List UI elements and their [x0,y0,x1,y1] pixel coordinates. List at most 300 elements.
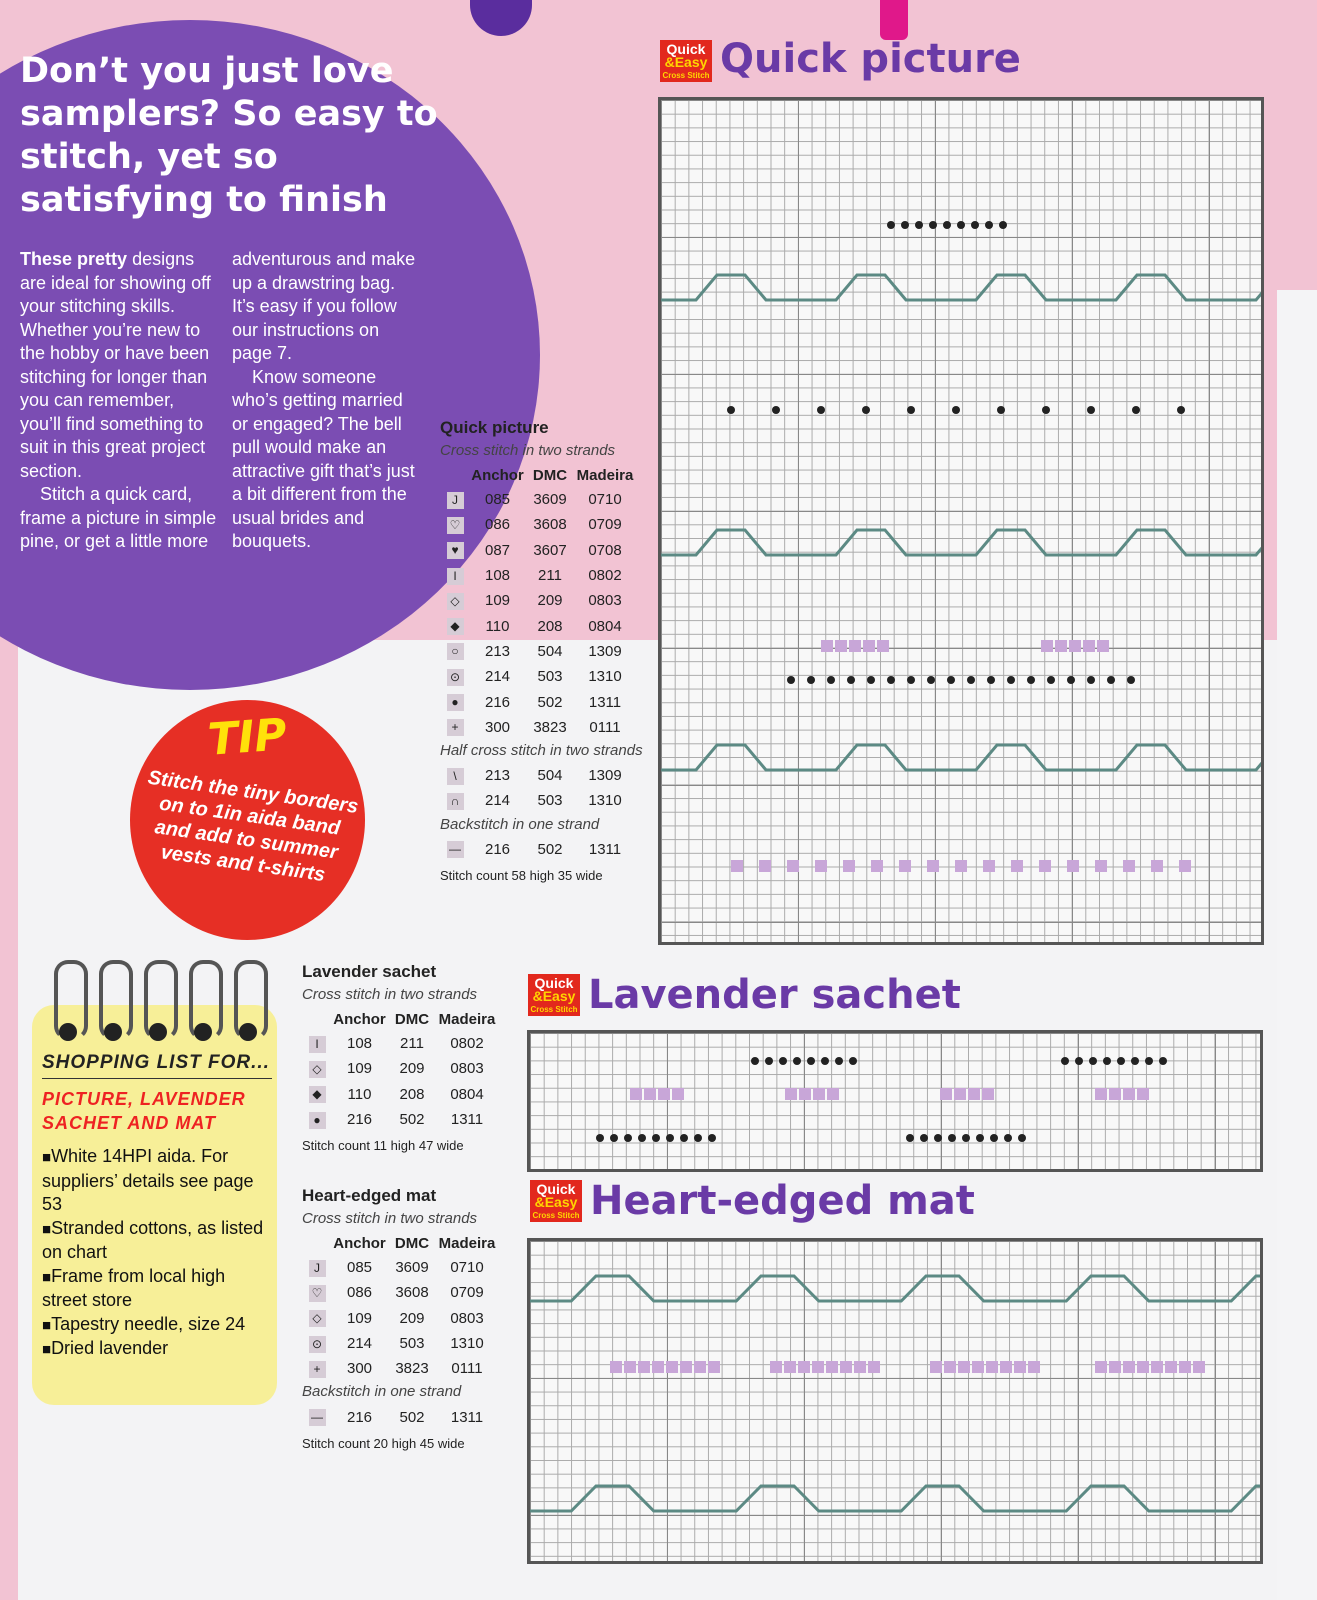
stitch-dot [817,406,825,414]
heart-stitch [812,1361,824,1373]
stitch-count: Stitch count 20 high 45 wide [302,1435,465,1451]
key-section-label: Cross stitch in two strands [302,986,478,1003]
heart-stitch [1095,1361,1107,1373]
madeira-value: 0804 [588,617,622,635]
heart-stitch [630,1088,642,1100]
stitch-count: Stitch count 58 high 35 wide [440,867,603,883]
stitch-dot [638,1134,646,1142]
key-rows [440,837,635,862]
intro-lead: These pretty [20,249,128,269]
key-rows [302,1031,497,1132]
stitch-symbol: ● [302,1107,332,1132]
stitch-dot [976,1134,984,1142]
heart-stitch [784,1361,796,1373]
madeira-value: 0111 [451,1360,483,1378]
chart-title-lavender-sachet: Lavender sachet [588,972,961,1018]
heart-stitch [1137,1361,1149,1373]
anchor-value: 109 [346,1060,373,1078]
stitch-dot [779,1057,787,1065]
anchor-value: 109 [346,1309,373,1327]
heart-stitch [759,860,771,872]
stitch-symbol: ● [440,689,470,714]
heart-stitch [799,1088,811,1100]
stitch-symbol: — [440,837,470,862]
stitch-dot [1007,676,1015,684]
header-madeira: Madeira [438,1010,496,1028]
key-row [302,1031,497,1056]
ring-hole [194,1023,212,1041]
heart-stitch [863,640,875,652]
dmc-value: 209 [399,1060,425,1078]
dmc-value: 211 [400,1035,424,1053]
stitch-symbol: ◆ [440,613,470,638]
stitch-dot [849,1057,857,1065]
heart-stitch [877,640,889,652]
heart-stitch [1097,640,1109,652]
stitch-symbol: ◆ [302,1082,332,1107]
key-table [302,1007,497,1132]
dmc-value: 502 [537,693,563,711]
key-row [302,1056,497,1081]
stitch-dot [947,676,955,684]
heart-stitch [787,860,799,872]
key-section-label: Cross stitch in two strands [302,1210,478,1227]
anchor-value: 108 [346,1035,373,1053]
list-item: ■ Frame from local high street store [42,1265,267,1313]
stitch-dot [1103,1057,1111,1065]
key-row [440,613,635,638]
heart-stitch [1000,1361,1012,1373]
heart-stitch [1095,1088,1107,1100]
heading-letter-fragment [880,0,908,40]
heart-stitch [1095,860,1107,872]
heart-stitch [1165,1361,1177,1373]
anchor-value: 216 [346,1111,373,1129]
stitch-dot [596,1134,604,1142]
key-row [440,763,635,788]
heart-stitch [843,860,855,872]
heart-stitch [680,1361,692,1373]
dmc-value: 209 [399,1309,425,1327]
key-table [440,463,635,740]
stitch-dot [708,1134,716,1142]
heart-stitch [1109,1361,1121,1373]
heart-stitch [940,1088,952,1100]
chart-heart-mat [527,1238,1263,1564]
dmc-value: 503 [537,668,563,686]
heart-stitch [821,640,833,652]
anchor-value: 085 [346,1259,373,1277]
key-table [440,763,635,814]
key-rows [440,763,635,814]
key-heart-mat [302,1186,497,1451]
heart-stitch [1151,860,1163,872]
stitch-dot [807,676,815,684]
stitch-dot [847,676,855,684]
heart-stitch [666,1361,678,1373]
intro-para: Know someone who’s getting married or engaged? The bell pull would make an attractive gift that’s just a bit different from the usual brides and bouquets. [232,366,415,551]
madeira-value: 1309 [588,642,622,660]
heart-stitch [840,1361,852,1373]
key-title: Lavender sachet [302,962,437,981]
madeira-value: 0709 [588,516,622,534]
key-section-label: Cross stitch in two strands [440,442,616,459]
madeira-value: 0111 [589,718,621,736]
key-row [440,512,635,537]
backstitch-line [661,745,1261,770]
madeira-value: 1311 [450,1408,484,1426]
stitch-dot [948,1134,956,1142]
list-item: ■ Stranded cottons, as listed on chart [42,1217,267,1265]
madeira-value: 1310 [588,668,622,686]
key-row [302,1331,497,1356]
heart-stitch [1123,860,1135,872]
stitch-dot [610,1134,618,1142]
stitch-dot [957,221,965,229]
key-title: Quick picture [440,418,549,437]
madeira-value: 0708 [588,541,622,559]
stitch-dot [1131,1057,1139,1065]
heart-stitch [708,1361,720,1373]
dmc-value: 502 [399,1408,425,1426]
stitch-dot [907,676,915,684]
madeira-value: 0709 [450,1284,484,1302]
stitch-dot [929,221,937,229]
heart-stitch [813,1088,825,1100]
headline: Don’t you just love samplers? So easy to stitch, yet so satisfying to finish [20,51,438,220]
stitch-dot [934,1134,942,1142]
stitch-dot [887,221,895,229]
madeira-value: 1309 [588,767,622,785]
madeira-value: 1311 [588,840,622,858]
heart-stitch [868,1361,880,1373]
dmc-value: 3609 [533,491,567,509]
heart-stitch [958,1361,970,1373]
madeira-value: 0710 [450,1259,484,1277]
key-table [440,837,635,862]
stitch-dot [1004,1134,1012,1142]
heart-stitch [644,1088,656,1100]
stitch-dot [927,676,935,684]
stitch-dot [1145,1057,1153,1065]
key-row [440,664,635,689]
anchor-value: 108 [484,567,511,585]
stitch-dot [694,1134,702,1142]
stitch-symbol: J [440,487,470,512]
stitch-dot [999,221,1007,229]
key-row [440,563,635,588]
stitch-dot [1089,1057,1097,1065]
tip-title: TIP [206,709,289,766]
stitch-dot [1087,676,1095,684]
quick-easy-logo: Quick &Easy Cross Stitch [528,974,580,1016]
heart-stitch [672,1088,684,1100]
heart-stitch [1109,1088,1121,1100]
stitch-symbol: ♡ [302,1280,332,1305]
heart-stitch [1028,1361,1040,1373]
madeira-value: 1311 [588,693,622,711]
stitch-dot [772,406,780,414]
heart-stitch [968,1088,980,1100]
key-row [440,788,635,813]
list-item: ■ Tapestry needle, size 24 [42,1313,267,1338]
anchor-value: 110 [485,617,510,635]
stitch-dot [862,406,870,414]
ring-hole [239,1023,257,1041]
heart-stitch [835,640,847,652]
backstitch-line [530,1276,1260,1301]
backstitch-line [661,275,1261,300]
heart-stitch [770,1361,782,1373]
anchor-value: 086 [484,516,511,534]
key-row [440,837,635,862]
shopping-list-title: SHOPPING LIST FOR... [42,1052,272,1079]
heart-stitch [731,860,743,872]
chart-title-quick-picture: Quick picture [720,36,1021,82]
heart-stitch [1083,640,1095,652]
dmc-value: 208 [537,617,563,635]
key-section-label: Backstitch in one strand [302,1383,462,1401]
stitch-dot [1027,676,1035,684]
heading-letter-fragment [470,0,532,36]
page-strip [1277,290,1317,1600]
stitch-dot [1047,676,1055,684]
shopping-list-subtitle: PICTURE, LAVENDER SACHET AND MAT [42,1089,246,1133]
stitch-dot [680,1134,688,1142]
key-row [302,1082,497,1107]
dmc-value: 504 [537,767,563,785]
anchor-value: 300 [484,718,511,736]
stitch-dot [1061,1057,1069,1065]
header-madeira: Madeira [438,1234,496,1252]
stitch-dot [985,221,993,229]
heart-stitch [1151,1361,1163,1373]
key-lavender-sachet [302,962,497,1153]
anchor-value: 214 [484,668,511,686]
stitch-dot [1127,676,1135,684]
stitch-symbol: ⊙ [440,664,470,689]
heart-stitch [899,860,911,872]
anchor-value: 109 [484,592,511,610]
heart-stitch [1137,1088,1149,1100]
chart-motifs [530,1241,1260,1561]
stitch-symbol: ◇ [440,588,470,613]
stitch-symbol: ♥ [440,538,470,563]
stitch-symbol: J [302,1255,332,1280]
dmc-value: 503 [537,792,563,810]
anchor-value: 216 [484,693,511,711]
stitch-dot [807,1057,815,1065]
key-row [302,1404,497,1429]
anchor-value: 214 [346,1335,373,1353]
anchor-value: 213 [484,767,511,785]
anchor-value: 216 [484,840,511,858]
list-item: ■ White 14HPI aida. For suppliers’ details see page 53 [42,1145,267,1217]
shopping-list [32,1005,277,1405]
madeira-value: 1310 [450,1335,484,1353]
key-row [440,639,635,664]
madeira-value: 0802 [450,1035,484,1053]
madeira-value: 1310 [588,792,622,810]
backstitch-line [530,1486,1260,1511]
dmc-value: 3608 [395,1284,429,1302]
tip-badge [130,700,365,940]
stitch-symbol: — [302,1404,332,1429]
dmc-value: 502 [537,840,563,858]
anchor-value: 087 [484,541,511,559]
heart-stitch [972,1361,984,1373]
heart-stitch [826,1361,838,1373]
key-rows [302,1255,497,1381]
key-rows [302,1404,497,1429]
heart-stitch [1179,1361,1191,1373]
stitch-dot [751,1057,759,1065]
stitch-dot [1067,676,1075,684]
heart-stitch [785,1088,797,1100]
stitch-symbol: ○ [440,639,470,664]
stitch-symbol: + [302,1356,332,1381]
intro-column-1 [20,248,220,554]
stitch-dot [765,1057,773,1065]
stitch-dot [1087,406,1095,414]
header-anchor: Anchor [471,466,524,484]
key-table [302,1404,497,1429]
header-anchor: Anchor [333,1010,386,1028]
list-item: ■ Dried lavender [42,1337,267,1362]
header-anchor: Anchor [333,1234,386,1252]
stitch-symbol: ⊙ [302,1331,332,1356]
madeira-value: 0802 [588,567,622,585]
stitch-dot [901,221,909,229]
dmc-value: 503 [399,1335,425,1353]
dmc-value: 3609 [395,1259,429,1277]
stitch-dot [827,676,835,684]
stitch-dot [1177,406,1185,414]
ring-hole [104,1023,122,1041]
heart-stitch [871,860,883,872]
stitch-symbol: ◇ [302,1306,332,1331]
tip-text: Stitch the tiny borders on to 1in aida band and add to summer vests and t-shirts [146,766,360,887]
key-row [440,487,635,512]
stitch-symbol: + [440,715,470,740]
key-row [302,1306,497,1331]
intro-body: adventurous and make up a drawstring bag. It’s easy if you follow our instructions on page 7. [232,249,416,363]
stitch-dot [915,221,923,229]
stitch-dot [906,1134,914,1142]
key-row [302,1255,497,1280]
dmc-value: 3607 [533,541,567,559]
stitch-dot [652,1134,660,1142]
stitch-dot [1117,1057,1125,1065]
heart-stitch [798,1361,810,1373]
heart-stitch [815,860,827,872]
heart-stitch [1039,860,1051,872]
key-row [440,715,635,740]
stitch-dot [1159,1057,1167,1065]
dmc-value: 3823 [395,1360,429,1378]
stitch-dot [1107,676,1115,684]
heart-stitch [1069,640,1081,652]
stitch-symbol: I [302,1031,332,1056]
heart-stitch [652,1361,664,1373]
anchor-value: 216 [346,1408,373,1426]
heart-stitch [658,1088,670,1100]
heart-stitch [955,860,967,872]
heart-stitch [624,1361,636,1373]
stitch-dot [997,406,1005,414]
dmc-value: 209 [537,592,563,610]
heart-stitch [1041,640,1053,652]
stitch-dot [727,406,735,414]
dmc-value: 3823 [533,718,567,736]
key-row [440,588,635,613]
stitch-dot [962,1134,970,1142]
chart-motifs [661,100,1261,942]
heart-stitch [1011,860,1023,872]
chart-motifs [530,1033,1260,1169]
heart-stitch [1055,640,1067,652]
heart-stitch [1193,1361,1205,1373]
header-dmc: DMC [532,466,568,484]
key-row [302,1107,497,1132]
stitch-dot [943,221,951,229]
intro-column-2 [232,248,422,554]
stitch-symbol: I [440,563,470,588]
shopping-items [42,1145,267,1362]
heart-stitch [944,1361,956,1373]
stitch-dot [867,676,875,684]
stitch-dot [920,1134,928,1142]
madeira-value: 0804 [450,1085,484,1103]
key-row [440,538,635,563]
stitch-dot [887,676,895,684]
chart-title-heart-mat: Heart-edged mat [590,1178,975,1224]
key-table [302,1231,497,1381]
key-row [440,689,635,714]
stitch-dot [793,1057,801,1065]
stitch-dot [907,406,915,414]
anchor-value: 300 [346,1360,373,1378]
key-section-label: Backstitch in one strand [440,815,600,833]
key-section-label: Half cross stitch in two strands [440,741,643,759]
ring-hole [59,1023,77,1041]
heart-stitch [854,1361,866,1373]
dmc-value: 208 [399,1085,425,1103]
key-rows [440,487,635,740]
header-madeira: Madeira [576,466,634,484]
stitch-symbol: ◇ [302,1056,332,1081]
madeira-value: 0803 [588,592,622,610]
stitch-dot [666,1134,674,1142]
heart-stitch [1123,1361,1135,1373]
chart-quick-picture [658,97,1264,945]
heart-stitch [986,1361,998,1373]
key-row [302,1280,497,1305]
dmc-value: 211 [538,567,562,585]
heart-stitch [930,1361,942,1373]
stitch-dot [990,1134,998,1142]
madeira-value: 0710 [588,491,622,509]
dmc-value: 3608 [533,516,567,534]
heart-stitch [1014,1361,1026,1373]
stitch-symbol: ♡ [440,512,470,537]
stitch-dot [952,406,960,414]
heart-stitch [610,1361,622,1373]
stitch-dot [971,221,979,229]
ring-hole [149,1023,167,1041]
intro-body: designs are ideal for showing off your stitching skills. Whether you’re new to the hobby or have been stitching for longer than you can remember, you’ll find something to suit in this great project section. [20,249,211,481]
key-row [302,1356,497,1381]
